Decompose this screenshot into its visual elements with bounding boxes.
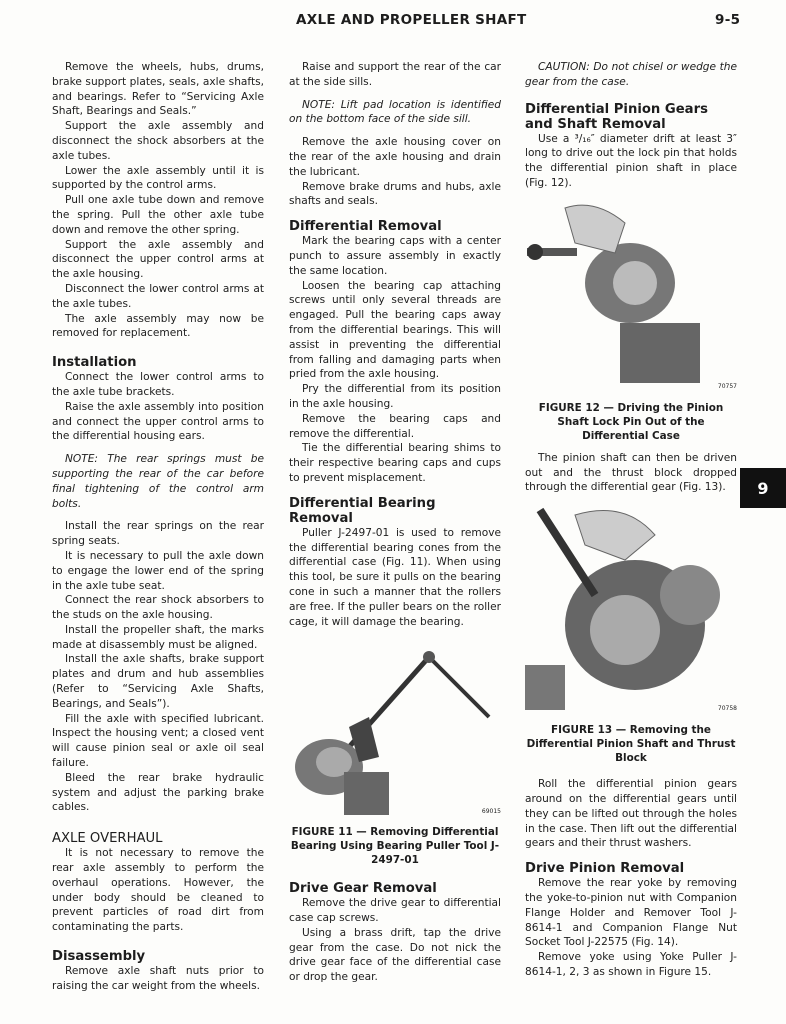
paragraph: It is necessary to pull the axle down to engage the lower end of the spring in the axle tube seat. (52, 549, 264, 592)
paragraph: Mark the bearing caps with a center punch to assure assembly in exactly the same location. (289, 235, 501, 277)
paragraph: Pull one axle tube down and remove the spring. Pull the other axle tube down and remove the other spring. (52, 194, 264, 236)
note: NOTE: Lift pad location is identified on the bottom face of the side sill. (289, 98, 501, 126)
figure-13 (525, 505, 737, 715)
paragraph: Remove the bearing caps and remove the differential. (289, 412, 501, 440)
left-column (52, 60, 264, 994)
heading-disassembly: Disassembly (52, 949, 146, 965)
paragraph: The pinion shaft can then be driven out and the thrust block dropped through the differential gear (Fig. 13). (525, 451, 737, 494)
pinion-shaft-removal-illustration (525, 505, 737, 710)
heading-differential-removal: Differential Removal (289, 219, 442, 235)
paragraph: Tie the differential bearing shims to their respective bearing caps and cups to prevent misplacement. (289, 442, 501, 484)
figure-number: 69015 (481, 807, 501, 815)
paragraph: Remove the drive gear to differential case cap screws. (289, 897, 501, 925)
figure-caption: FIGURE 12 — Driving the Pinion Shaft Lock Pin Out of the Differential Case (538, 401, 724, 442)
paragraph: Install the axle shafts, brake support plates and drum and hub assemblies (Refer to “Servicing Axle Shafts, Bearings, and Seals”). (52, 653, 264, 710)
paragraph: The axle assembly may now be removed for replacement. (52, 312, 264, 340)
paragraph: Remove the axle housing cover on the rear of the axle housing and drain the lubricant. (289, 136, 501, 178)
paragraph: Fill the axle with specified lubricant. Inspect the housing vent; a closed vent will cause pinion seal or axle oil seal failure. (52, 712, 264, 770)
paragraph: Remove brake drums and hubs, axle shafts and seals. (289, 180, 501, 208)
paragraph: Lower the axle assembly until it is supported by the control arms. (52, 164, 264, 192)
figure-number: 70758 (717, 705, 737, 713)
heading-bearing-removal: Differential Bearing Removal (289, 495, 436, 526)
figure-caption: FIGURE 13 — Removing the Differential Pinion Shaft and Thrust Block (526, 724, 736, 765)
paragraph: Raise and support the rear of the car at the side sills. (289, 61, 501, 88)
pinion-lock-pin-illustration (525, 203, 737, 388)
paragraph: Install the propeller shaft, the marks made at disassembly must be aligned. (52, 623, 264, 651)
paragraph: Disconnect the lower control arms at the axle tubes. (52, 282, 264, 310)
figure-11 (289, 637, 501, 817)
paragraph: Puller J-2497-01 is used to remove the differential bearing cones from the differential case (Fig. 11). When using this tool, be sure it pulls on the bearing cone in such a manner that the rollers are free. If the puller bears on the roller cage, it will damage the bearing. (289, 526, 501, 628)
heading-pinion-gears: Differential Pinion Gears and Shaft Removal (525, 101, 708, 132)
paragraph: Connect the rear shock absorbers to the studs on the axle housing. (52, 594, 264, 622)
paragraph: Pry the differential from its position in the axle housing. (289, 383, 501, 410)
paragraph: Remove the rear yoke by removing the yoke-to-pinion nut with Companion Flange Holder and Remover Tool J-8614-1 and Companion Flange Nut Socket Tool J-22575 (Fig. 14). (525, 877, 737, 949)
middle-column (289, 60, 501, 985)
paragraph: Connect the lower control arms to the axle tube brackets. (52, 371, 264, 398)
heading-axle-overhaul: AXLE OVERHAUL (52, 831, 163, 847)
heading-drive-pinion-removal: Drive Pinion Removal (525, 861, 685, 877)
paragraph: Remove the wheels, hubs, drums, brake support plates, seals, axle shafts, and bearings. Refer to “Servicing Axle Shaft, Bearings and Seals.” (52, 61, 264, 118)
right-column (525, 60, 737, 980)
paragraph: It is not necessary to remove the rear axle assembly to perform the overhaul operations. However, the under body should be cleaned to prevent particles of road dirt from contaminating the parts. (52, 847, 264, 934)
running-header: AXLE AND PROPELLER SHAFT (296, 12, 527, 28)
paragraph: Install the rear springs on the rear spring seats. (52, 520, 264, 548)
bearing-puller-illustration (289, 637, 501, 815)
section-tab: 9 (740, 468, 786, 508)
paragraph: Raise the axle assembly into position and connect the upper control arms to the differential housing ears. (52, 400, 264, 443)
caution: CAUTION: Do not chisel or wedge the gear from the case. (525, 61, 737, 88)
figure-caption: FIGURE 11 — Removing Differential Bearing Using Bearing Puller Tool J-2497-01 (290, 826, 500, 867)
paragraph: Using a brass drift, tap the drive gear from the case. Do not nick the drive gear face of the differential case or drop the gear. (289, 926, 501, 984)
paragraph: Remove axle shaft nuts prior to raising the car weight from the wheels. (52, 965, 264, 992)
paragraph: Remove yoke using Yoke Puller J-8614-1, 2, 3 as shown in Figure 15. (525, 951, 737, 978)
paragraph: Support the axle assembly and disconnect the shock absorbers at the axle tubes. (52, 120, 264, 162)
paragraph: Roll the differential pinion gears around on the differential gears until they can be lifted out through the holes in the case. Then lift out the differential gears and their thrust washers. (525, 778, 737, 850)
page-number: 9-5 (715, 12, 741, 28)
heading-installation: Installation (52, 355, 137, 371)
heading-drive-gear-removal: Drive Gear Removal (289, 881, 437, 897)
paragraph: Support the axle assembly and disconnect the upper control arms at the axle housing. (52, 238, 264, 281)
paragraph: Use a ³/₁₆″ diameter drift at least 3″ long to drive out the lock pin that holds the differential pinion shaft in place (Fig. 12). (525, 132, 737, 189)
paragraph: Loosen the bearing cap attaching screws until only several threads are engaged. Pull the bearing caps away from the differential bearings. This will assist in preventing the differential from falling and damaging parts when pried from the axle housing. (289, 279, 501, 381)
paragraph: Bleed the rear brake hydraulic system and adjust the parking brake cables. (52, 771, 264, 814)
figure-number: 70757 (717, 382, 737, 390)
figure-12 (525, 203, 737, 393)
note: NOTE: The rear springs must be supporting the rear of the car before final tightening of the control arm bolts. (52, 453, 264, 510)
